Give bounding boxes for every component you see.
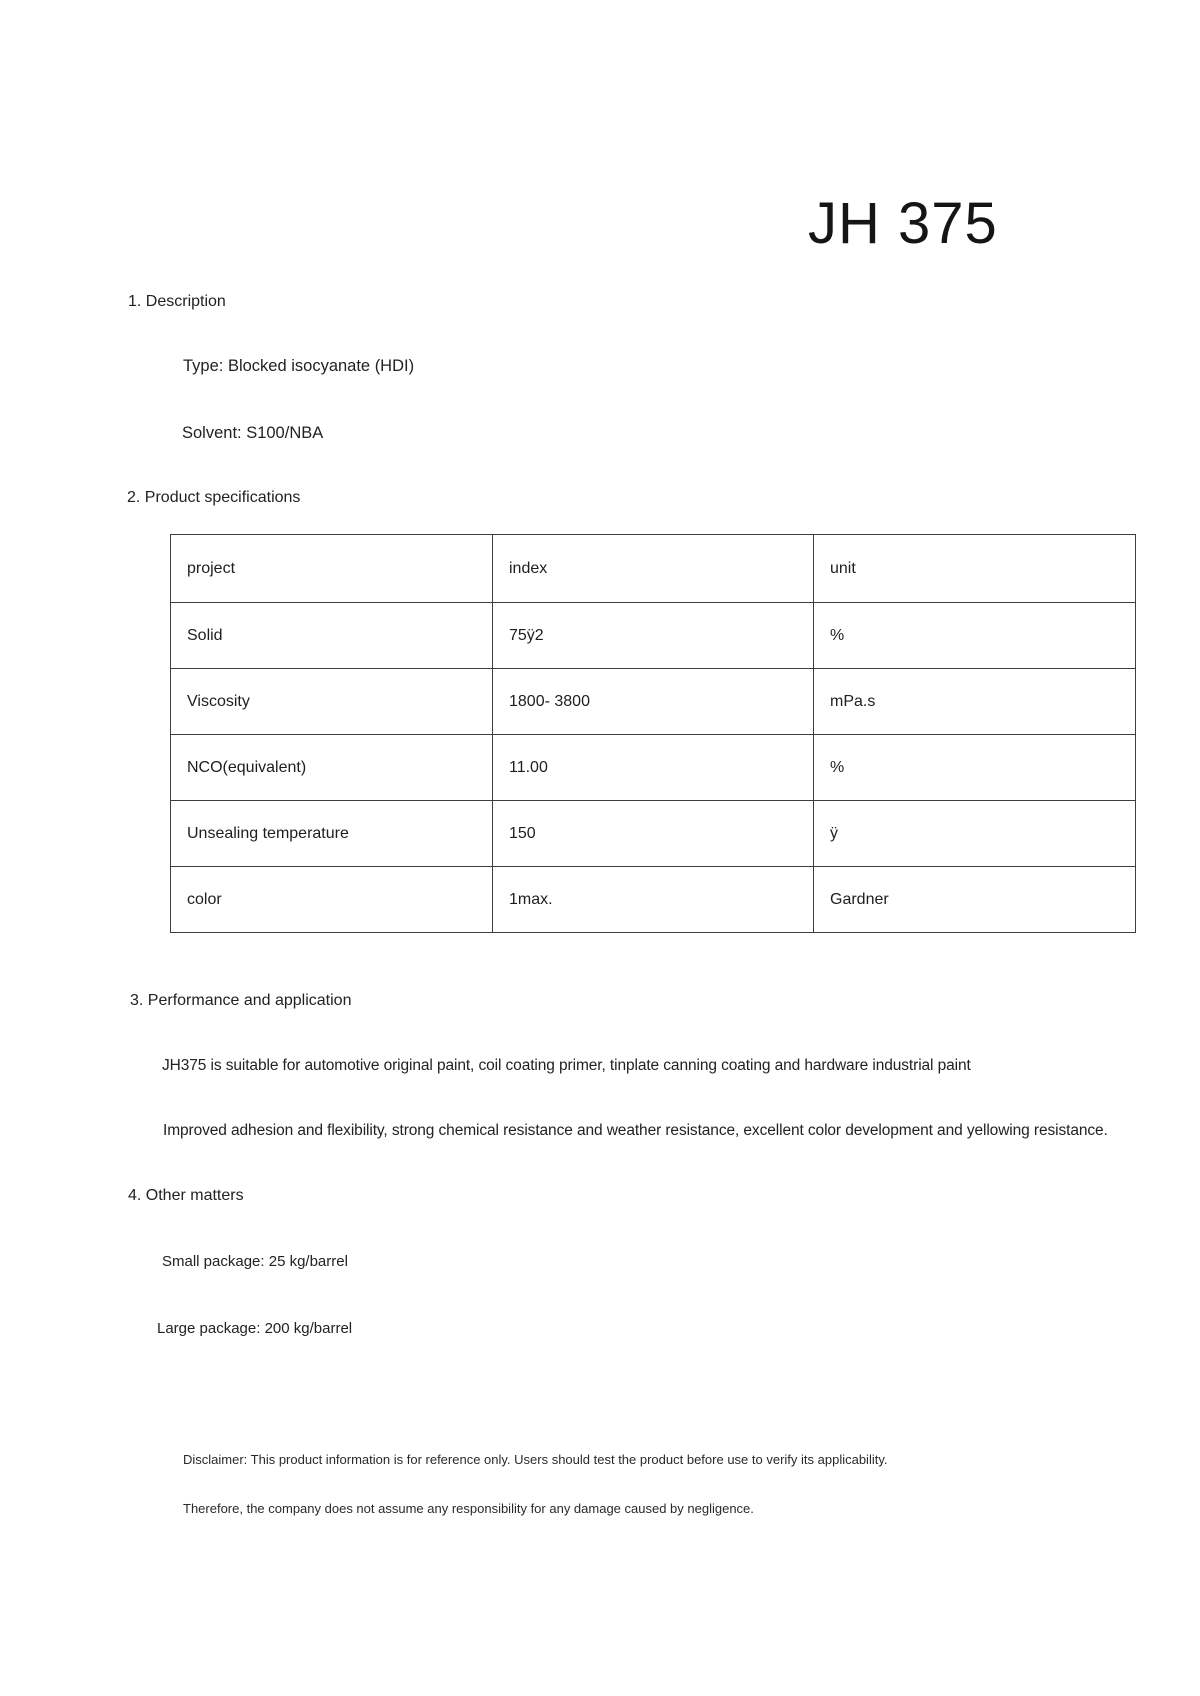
product-title: JH 375 xyxy=(808,191,998,256)
section-3-heading: 3. Performance and application xyxy=(130,992,352,1009)
cell-project-viscosity: Viscosity xyxy=(171,669,493,735)
cell-unit-viscosity: mPa.s xyxy=(814,669,1136,735)
disclaimer-line-2: Therefore, the company does not assume any responsibility for any damage caused by negligence. xyxy=(183,1501,754,1516)
table-row-viscosity xyxy=(171,669,1136,735)
table-row-color xyxy=(171,867,1136,933)
large-package-line: Large package: 200 kg/barrel xyxy=(157,1320,353,1337)
cell-index-solid: 75ÿ2 xyxy=(493,603,814,669)
table-row-solid xyxy=(171,603,1136,669)
spec-header-project: project xyxy=(171,535,493,603)
table-row-unsealing xyxy=(171,801,1136,867)
type-line: Type: Blocked isocyanate (HDI) xyxy=(183,357,415,375)
cell-project-nco: NCO(equivalent) xyxy=(171,735,493,801)
cell-index-color: 1max. xyxy=(493,867,814,933)
cell-index-unsealing: 150 xyxy=(493,801,814,867)
section-4-heading: 4. Other matters xyxy=(128,1187,244,1204)
disclaimer-line-1: Disclaimer: This product information is for reference only. Users should test the product before use to verify its applicability. xyxy=(183,1452,888,1467)
performance-paragraph-1: JH375 is suitable for automotive original paint, coil coating primer, tinplate canning coating and hardware industrial paint xyxy=(162,1057,971,1074)
performance-paragraph-2: Improved adhesion and flexibility, strong chemical resistance and weather resistance, excellent color development and yellowing resistance. xyxy=(163,1122,1108,1139)
section-2-heading: 2. Product specifications xyxy=(127,489,301,506)
spec-table-header-row xyxy=(171,535,1136,603)
solvent-line: Solvent: S100/NBA xyxy=(182,424,324,442)
cell-unit-color: Gardner xyxy=(814,867,1136,933)
cell-index-viscosity: 1800- 3800 xyxy=(493,669,814,735)
cell-unit-unsealing: ÿ xyxy=(814,801,1136,867)
cell-project-unsealing: Unsealing temperature xyxy=(171,801,493,867)
small-package-line: Small package: 25 kg/barrel xyxy=(162,1253,348,1270)
table-row-nco xyxy=(171,735,1136,801)
spec-header-unit: unit xyxy=(814,535,1136,603)
cell-unit-solid: % xyxy=(814,603,1136,669)
cell-project-color: color xyxy=(171,867,493,933)
cell-unit-nco: % xyxy=(814,735,1136,801)
cell-project-solid: Solid xyxy=(171,603,493,669)
section-1-heading: 1. Description xyxy=(128,293,226,310)
cell-index-nco: 11.00 xyxy=(493,735,814,801)
spec-table xyxy=(170,534,1136,933)
spec-header-index: index xyxy=(493,535,814,603)
